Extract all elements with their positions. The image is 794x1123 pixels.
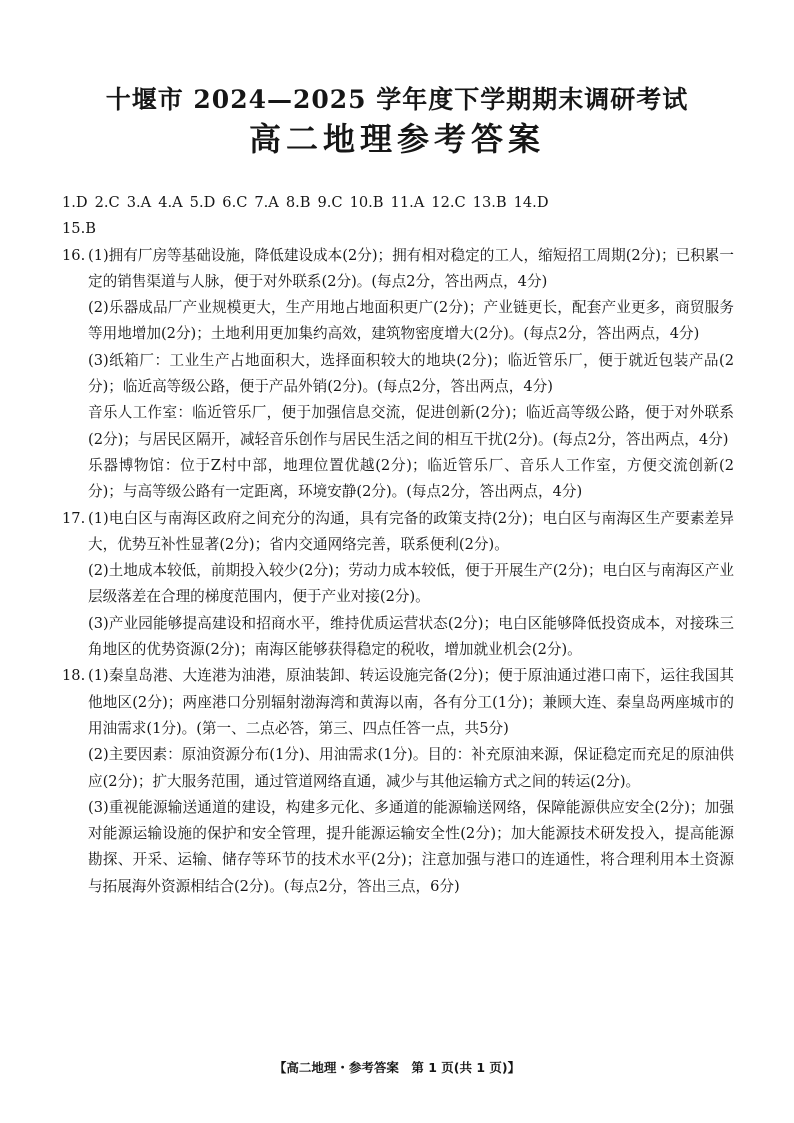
choice-answer: 3.A [126, 194, 152, 211]
choice-answer: 14.D [513, 194, 549, 211]
choice-answer: 2.C [94, 194, 120, 211]
answer-paragraph: (3)产业园能够提高建设和招商水平，维持优质运营状态(2分)；电白区能够降低投资成本，对接珠三角地区的优势资源(2分)；南海区能够获得稳定的税收，增加就业机会(2分)。 [88, 614, 734, 659]
question-16 [62, 243, 734, 506]
answer-paragraph: (1)拥有厂房等基础设施，降低建设成本(2分)；拥有相对稳定的工人，缩短招工周期(2分)；已积累一定的销售渠道与人脉，便于对外联系(2分)。(每点2分，答出两点，4分) [88, 246, 734, 290]
page-footer: 【高二地理・参考答案 第 1 页(共 1 页)】 [273, 1060, 521, 1075]
choice-answer: 6.C [222, 194, 248, 211]
answer-paragraph: (1)秦皇岛港、大连港为油港，原油装卸、转运设施完备(2分)；便于原油通过港口南下，运往我国其他地区(2分)；两座港口分别辐射渤海湾和黄海以南，各有分工(1分)；兼顾大连、秦皇岛两座城市的用油需求(1分)。(第一、二点必答，第三、四点任答一点，共5分) [88, 667, 734, 737]
answer-paragraph: (3)重视能源输送通道的建设，构建多元化、多通道的能源输送网络，保障能源供应安全(2分)；加强对能源运输设施的保护和安全管理，提升能源运输安全性(2分)；加大能源技术研发投入，提高能源勘探、开采、运输、储存等环节的技术水平(2分)；注意加强与港口的连通性，将合理利用本土资源与拓展海外资源相结合(2分)。(每点2分，答出三点，6分) [88, 798, 734, 895]
choice-answer: 9.C [317, 194, 343, 211]
choice-answer: 15.B [62, 220, 96, 238]
question-number: 17. [62, 509, 86, 527]
choice-answer: 1.D [62, 194, 88, 211]
answer-key-title: 高二地理参考答案 [248, 120, 545, 158]
answer-paragraph: (1)电白区与南海区政府之间充分的沟通，具有完备的政策支持(2分)；电白区与南海区生产要素差异大，优势互补性显著(2分)；省内交通网络完善，联系便利(2分)。 [88, 509, 734, 553]
answer-content [62, 190, 734, 900]
choice-answer: 5.D [189, 194, 216, 211]
answer-paragraph: 乐器博物馆：位于Z村中部，地理位置优越(2分)；临近管乐厂、音乐人工作室，方便交流创新(2分)；与高等级公路有一定距离，环境安静(2分)。(每点2分，答出两点，4分) [88, 456, 734, 501]
answer-paragraph: (3)纸箱厂：工业生产占地面积大，选择面积较大的地块(2分)；临近管乐厂，便于就近包装产品(2分)；临近高等级公路，便于产品外销(2分)。(每点2分，答出两点，4分) [88, 351, 734, 396]
choice-answer: 12.C [431, 194, 466, 211]
choice-answer: 13.B [472, 194, 507, 211]
answer-paragraph: (2)土地成本较低，前期投入较少(2分)；劳动力成本较低，便于开展生产(2分)；电白区与南海区产业层级落差在合理的梯度范围内，便于产业对接(2分)。 [88, 562, 734, 606]
choice-answer: 8.B [285, 194, 311, 211]
choice-answer: 4.A [158, 194, 183, 211]
choice-answers [62, 190, 734, 243]
choice-answer: 11.A [390, 194, 425, 211]
answer-paragraph: (2)主要因素：原油资源分布(1分)、用油需求(1分)。目的：补充原油来源，保证稳定而充足的原油供应(2分)；扩大服务范围，通过管道网络直通，减少与其他运输方式之间的转运(2分)。 [88, 746, 734, 790]
question-number: 18. [62, 667, 86, 685]
answer-paragraph: 音乐人工作室：临近管乐厂，便于加强信息交流，促进创新(2分)；临近高等级公路，便于对外联系(2分)；与居民区隔开，减轻音乐创作与居民生活之间的相互干扰(2分)。(每点2分，答出两点，4分) [88, 404, 734, 448]
question-17 [62, 506, 734, 664]
choice-answer: 10.B [349, 194, 384, 211]
exam-title: 十堰市 2024—2025 学年度下学期期末调研考试 [105, 85, 689, 114]
question-18 [62, 663, 734, 900]
question-number: 16. [62, 246, 86, 264]
answer-paragraph: (2)乐器成品厂产业规模更大，生产用地占地面积更广(2分)；产业链更长，配套产业更多，商贸服务等用地增加(2分)；土地利用更加集约高效，建筑物密度增大(2分)。(每点2分，答出两点，4分) [88, 299, 734, 343]
choice-answer: 7.A [254, 194, 279, 211]
